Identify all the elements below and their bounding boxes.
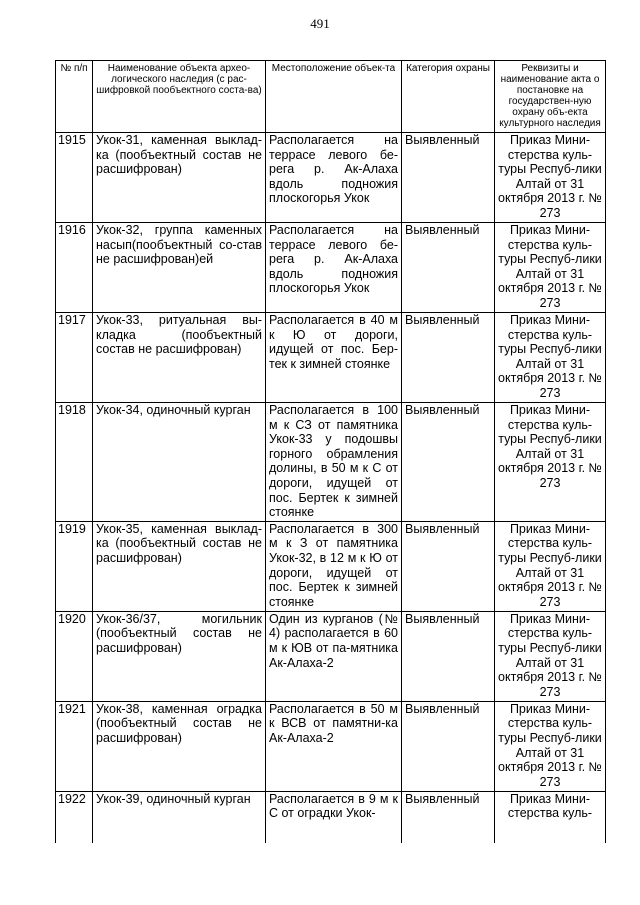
- object-name: Укок-32, группа каменных насып(пообъектный со-став не расшифрован)ей: [93, 223, 266, 313]
- object-location: Располагается в 40 м к Ю от дороги, идущей от пос. Бер-тек к зимней стоянке: [266, 313, 402, 403]
- header-requisites: Реквизиты и наименование акта о постановке на государствен-ную охрану объ-екта культурного наследия: [495, 61, 606, 133]
- row-number: 1915: [56, 133, 93, 223]
- object-name: Укок-33, ритуальная вы-кладка (пообъектный состав не расшифрован): [93, 313, 266, 403]
- page-number: 491: [310, 16, 330, 31]
- object-name: Укок-38, каменная оградка (пообъектный состав не расшифрован): [93, 701, 266, 791]
- header-num: № п/п: [56, 61, 93, 133]
- table-row: [56, 223, 606, 313]
- table-header-row: [56, 61, 606, 133]
- table-row: [56, 791, 606, 843]
- act-requisites: Приказ Мини-стерства куль-туры Респуб-лики Алтай от 31 октября 2013 г. № 273: [495, 611, 606, 701]
- header-category: Категория охраны: [402, 61, 495, 133]
- table-row: [56, 611, 606, 701]
- row-number: 1920: [56, 611, 93, 701]
- protection-category: Выявленный: [402, 223, 495, 313]
- table-row: [56, 313, 606, 403]
- object-name: Укок-36/37, могильник (пообъектный состав не расшифрован): [93, 611, 266, 701]
- object-location: Располагается в 300 м к З от памятника Укок-32, в 12 м к Ю от дороги, идущей от пос. Бертек к зимней стоянке: [266, 521, 402, 611]
- object-name: Укок-39, одиночный курган: [93, 791, 266, 843]
- row-number: 1916: [56, 223, 93, 313]
- object-name: Укок-31, каменная выклад-ка (пообъектный состав не расшифрован): [93, 133, 266, 223]
- act-requisites: Приказ Мини-стерства куль-туры Респуб-лики Алтай от 31 октября 2013 г. № 273: [495, 521, 606, 611]
- header-location: Местоположение объек-та: [266, 61, 402, 133]
- row-number: 1917: [56, 313, 93, 403]
- act-requisites: Приказ Мини-стерства куль-туры Респуб-лики Алтай от 31 октября 2013 г. № 273: [495, 403, 606, 522]
- object-name: Укок-35, каменная выклад-ка (пообъектный состав не расшифрован): [93, 521, 266, 611]
- table-row: [56, 701, 606, 791]
- act-requisites: Приказ Мини-стерства куль-туры Респуб-лики Алтай от 31 октября 2013 г. № 273: [495, 133, 606, 223]
- act-requisites: Приказ Мини-стерства куль-туры Респуб-лики Алтай от 31 октября 2013 г. № 273: [495, 313, 606, 403]
- object-name: Укок-34, одиночный курган: [93, 403, 266, 522]
- table-row: [56, 133, 606, 223]
- object-location: Располагается в 100 м к СЗ от памятника Укок-33 у подошвы горного обрамления долины, в 50 м к С от дороги, идущей от пос. Бертек к зимней стоянке: [266, 403, 402, 522]
- protection-category: Выявленный: [402, 133, 495, 223]
- protection-category: Выявленный: [402, 403, 495, 522]
- object-location: Располагается на террасе левого бе-рега р. Ак-Алаха вдоль подножия плоскогорья Укок: [266, 223, 402, 313]
- protection-category: Выявленный: [402, 521, 495, 611]
- protection-category: Выявленный: [402, 313, 495, 403]
- protection-category: Выявленный: [402, 611, 495, 701]
- row-number: 1919: [56, 521, 93, 611]
- object-location: Располагается в 50 м к ВСВ от памятни-ка Ак-Алаха-2: [266, 701, 402, 791]
- protection-category: Выявленный: [402, 791, 495, 843]
- table-row: [56, 403, 606, 522]
- table-row: [56, 521, 606, 611]
- row-number: 1921: [56, 701, 93, 791]
- protection-category: Выявленный: [402, 701, 495, 791]
- heritage-registry-table: [55, 60, 606, 843]
- act-requisites: Приказ Мини-стерства куль-: [495, 791, 606, 843]
- object-location: Один из курганов (№ 4) располагается в 60 м к ЮВ от па-мятника Ак-Алаха-2: [266, 611, 402, 701]
- row-number: 1918: [56, 403, 93, 522]
- act-requisites: Приказ Мини-стерства куль-туры Респуб-лики Алтай от 31 октября 2013 г. № 273: [495, 701, 606, 791]
- object-location: Располагается на террасе левого бе-рега р. Ак-Алаха вдоль подножия плоскогорья Укок: [266, 133, 402, 223]
- object-location: Располагается в 9 м к С от оградки Укок-: [266, 791, 402, 843]
- act-requisites: Приказ Мини-стерства куль-туры Респуб-лики Алтай от 31 октября 2013 г. № 273: [495, 223, 606, 313]
- header-name: Наименование объекта архео-логического наследия (с рас-шифровкой пообъектного соста-ва): [93, 61, 266, 133]
- row-number: 1922: [56, 791, 93, 843]
